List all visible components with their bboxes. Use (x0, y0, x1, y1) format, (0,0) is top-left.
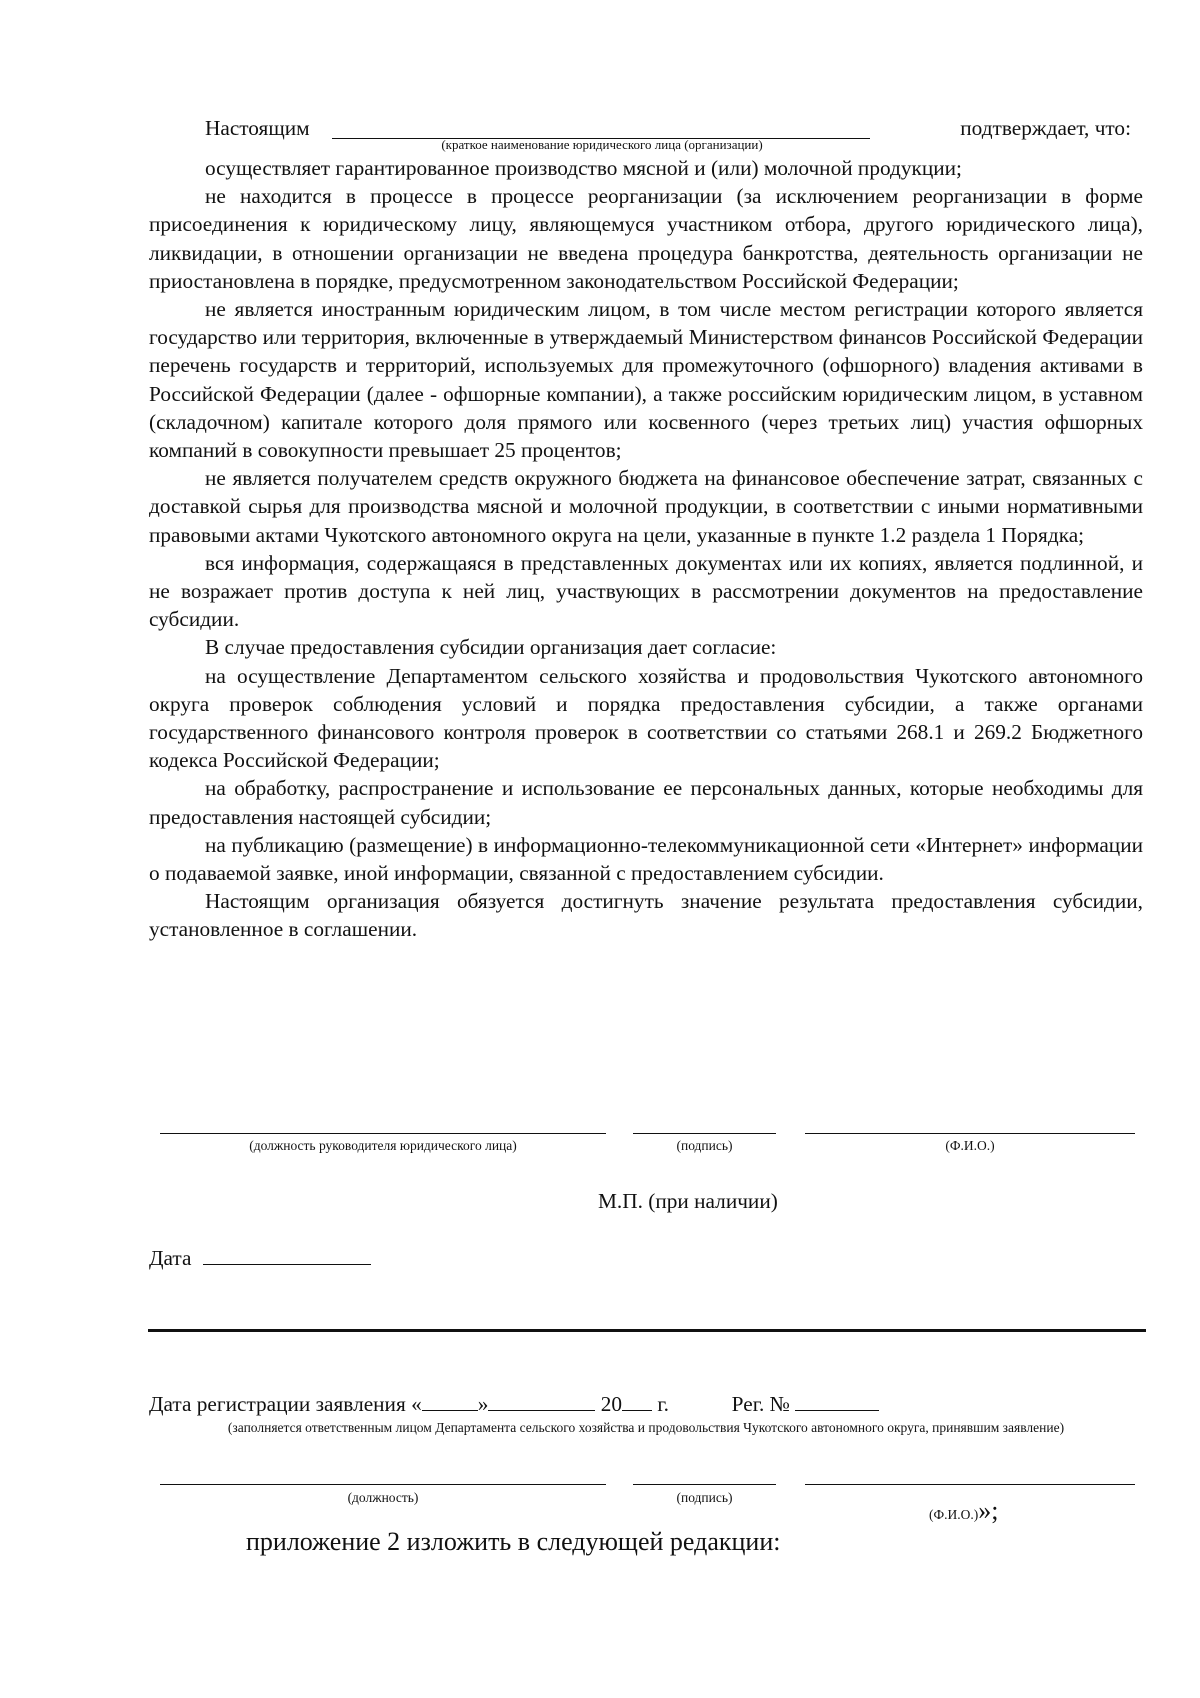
intro-caption-row (149, 137, 1143, 154)
organization-name-caption: (краткое наименование юридического лица (организации) (441, 137, 763, 152)
registration-caption: (заполняется ответственным лицом Департамента сельского хозяйства и продовольствия Чукотского автономного округа, принявшим заявление) (227, 1420, 1065, 1435)
paragraph-5: вся информация, содержащаяся в представленных документах или их копиях, является подлинной, и не возражает против доступа к ней лиц, участвующих в рассмотрении документов на предоставление субсидии. (149, 550, 1143, 632)
registration-number-label: Рег. № (731, 1392, 790, 1416)
officer-signature-caption: (подпись) (676, 1490, 733, 1505)
section-separator (148, 1329, 1146, 1332)
paragraph-4: не является получателем средств окружного бюджета на финансовое обеспечение затрат, связанных с доставкой сырья для производства мясной и молочной продукции, в соответствии с иными нормативными правовыми актами Чукотского автономного округа на цели, указанные в пункте 1.2 раздела 1 Порядка; (149, 466, 1143, 547)
officer-position-line[interactable] (160, 1484, 606, 1485)
appendix-instruction: приложение 2 изложить в следующей редакции: (246, 1527, 781, 1556)
registration-year-suffix: г. (657, 1392, 670, 1416)
head-position-line[interactable] (160, 1133, 606, 1134)
head-name-caption: (Ф.И.О.) (945, 1138, 995, 1153)
registration-year-prefix: 20 (600, 1392, 623, 1416)
paragraph-10: Настоящим организация обязуется достигнуть значение результата предоставления субсидии, установленное в соглашении. (149, 889, 1143, 942)
officer-name-line[interactable] (805, 1484, 1135, 1485)
intro-lead: Настоящим (205, 116, 310, 140)
paragraph-8: на обработку, распространение и использование ее персональных данных, которые необходимы для предоставления настоящей субсидии; (149, 776, 1143, 829)
date-blank[interactable] (203, 1244, 371, 1265)
date-row (149, 1244, 371, 1271)
paragraph-7: на осуществление Департаментом сельского хозяйства и продовольствия Чукотского автономного округа проверок соблюдения условий и порядка предоставления субсидии, а также органами государственного финансового контроля проверок в соответствии со статьями 268.1 и 269.2 Бюджетного кодекса Российской Федерации; (149, 663, 1143, 773)
officer-position-caption: (должность) (347, 1490, 419, 1505)
registration-month-blank[interactable] (488, 1390, 595, 1411)
closing-quote: »; (978, 1496, 999, 1525)
paragraph-1: осуществляет гарантированное производство мясной и (или) молочной продукции; (205, 156, 962, 180)
stamp-label: М.П. (при наличии) (598, 1189, 778, 1213)
head-position-caption: (должность руководителя юридического лица) (249, 1138, 517, 1153)
officer-name-caption: (Ф.И.О.) (929, 1507, 979, 1522)
officer-signature-line[interactable] (633, 1484, 776, 1485)
paragraph-2: не находится в процессе в процессе реорганизации (за исключением реорганизации в форме присоединения к юридическому лицу, являющемуся участником отбора, другого юридического лица), ликвидации, в отношении организации не введена процедура банкротства, деятельность организации не приостановлена в порядке, предусмотренном законодательством Российской Федерации; (149, 184, 1143, 293)
intro-tail: подтверждает, что: (960, 116, 1131, 140)
head-name-line[interactable] (805, 1133, 1135, 1134)
paragraph-9: на публикацию (размещение) в информационно-телекоммуникационной сети «Интернет» информации о подаваемой заявке, иной информации, связанной с предоставлением субсидии. (149, 832, 1143, 886)
paragraph-6: В случае предоставления субсидии организация дает согласие: (205, 635, 777, 660)
registration-number-blank[interactable] (795, 1390, 879, 1411)
registration-row (149, 1390, 879, 1417)
paragraph-3: не является иностранным юридическим лицом, в том числе местом регистрации которого является государство или территория, включенные в утверждаемый Министерством финансов Российской Федерации перечень государств и территорий, используемых для промежуточного (офшорного) владения активами в Российской Федерации (далее - офшорные компании), а также российским юридическим лицом, в уставном (складочном) капитале которого доля прямого или косвенного (через третьих лиц) участия офшорных компаний в совокупности превышает 25 процентов; (149, 297, 1143, 463)
registration-label: Дата регистрации заявления « (149, 1392, 422, 1416)
registration-day-blank[interactable] (422, 1390, 478, 1411)
declaration-body (149, 114, 1143, 944)
head-signature-caption: (подпись) (676, 1138, 733, 1153)
officer-name-row (929, 1496, 999, 1526)
head-signature-line[interactable] (633, 1133, 776, 1134)
date-label: Дата (149, 1246, 192, 1270)
registration-year-blank[interactable] (622, 1390, 652, 1411)
registration-quote-close: » (477, 1392, 489, 1416)
